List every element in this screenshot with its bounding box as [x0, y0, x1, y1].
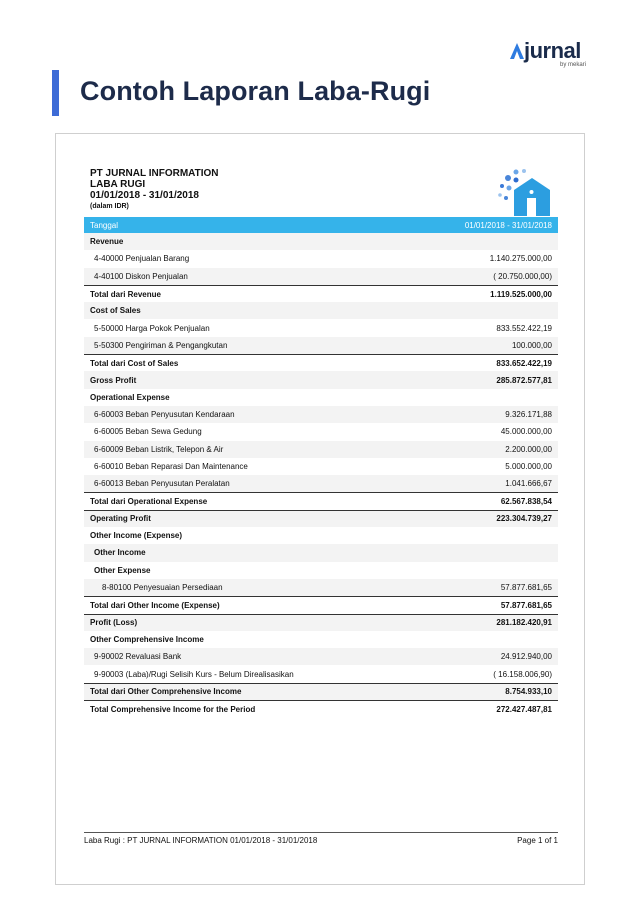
- report-page: [55, 133, 585, 885]
- row-label: 8-80100 Penyesuaian Persediaan: [102, 583, 223, 593]
- table-row: [84, 700, 558, 717]
- table-row: [84, 354, 558, 371]
- row-label: Total dari Other Income (Expense): [90, 600, 220, 610]
- table-row: [84, 337, 558, 354]
- row-label: Total dari Cost of Sales: [90, 358, 179, 368]
- row-value: 8.754.933,10: [505, 687, 552, 697]
- row-value: 281.182.420,91: [496, 618, 552, 628]
- row-value: 285.872.577,81: [496, 375, 552, 385]
- table-row: [84, 475, 558, 492]
- row-label: Operational Expense: [90, 392, 170, 402]
- table-row: [84, 665, 558, 682]
- row-value: 1.140.275.000,00: [489, 254, 552, 264]
- row-label: 4-40000 Penjualan Barang: [94, 254, 190, 264]
- row-value: 223.304.739,27: [496, 514, 552, 524]
- table-row: [84, 406, 558, 423]
- row-label: 6-60013 Beban Penyusutan Peralatan: [94, 479, 230, 489]
- table-row: [84, 285, 558, 302]
- table-row: [84, 389, 558, 406]
- table-row: [84, 648, 558, 665]
- row-value: 5.000.000,00: [505, 462, 552, 471]
- table-row: [84, 458, 558, 475]
- row-label: Revenue: [90, 237, 124, 247]
- row-label: 9-90003 (Laba)/Rugi Selisih Kurs - Belum Direalisasikan: [94, 669, 294, 679]
- row-value: 833.652.422,19: [496, 358, 552, 368]
- company-logo-icon: [494, 168, 552, 218]
- logo-wordmark: jurnal: [524, 38, 581, 63]
- row-value: 62.567.838,54: [500, 497, 552, 507]
- row-value: 1.041.666,67: [505, 479, 552, 489]
- row-value: 1.119.525.000,00: [490, 289, 552, 299]
- row-label: Operating Profit: [90, 514, 151, 524]
- table-row: [84, 319, 558, 336]
- row-label: Total dari Revenue: [90, 289, 161, 299]
- table-row: [84, 579, 558, 596]
- table-row: [84, 302, 558, 319]
- row-label: 9-90002 Revaluasi Bank: [94, 652, 182, 662]
- table-body: [84, 233, 558, 717]
- table-row: [84, 371, 558, 388]
- row-label: Total dari Other Comprehensive Income: [90, 687, 242, 697]
- row-label: Gross Profit: [90, 375, 137, 385]
- table-row: [84, 233, 558, 250]
- table-header: [84, 217, 558, 233]
- row-label: 5-50000 Harga Pokok Penjualan: [94, 323, 210, 333]
- row-value: 100.000,00: [511, 340, 552, 350]
- row-value: 272.427.487,81: [496, 704, 552, 714]
- row-value: 57.877.681,65: [500, 600, 552, 610]
- row-value: 45.000.000,00: [500, 427, 552, 437]
- table-row: [84, 250, 558, 267]
- row-label: Other Income: [94, 548, 146, 558]
- page-title: Contoh Laporan Laba-Rugi: [80, 76, 431, 106]
- row-value: 24.912.940,00: [500, 652, 552, 662]
- row-value: 2.200.000,00: [505, 444, 552, 454]
- company-name: PT JURNAL INFORMATION: [90, 168, 219, 179]
- table-row: [84, 510, 558, 527]
- profit-loss-table: [84, 217, 558, 717]
- row-label: 6-60003 Beban Penyusutan Kendaraan: [94, 410, 235, 420]
- row-value: 9.326.171,88: [505, 410, 552, 420]
- row-value: ( 16.158.006,90): [493, 669, 552, 679]
- row-value: 833.552.422,19: [496, 323, 552, 333]
- table-row: [84, 441, 558, 458]
- table-row: [84, 596, 558, 613]
- row-label: 5-50300 Pengiriman & Pengangkutan: [94, 340, 228, 350]
- table-row: [84, 268, 558, 285]
- jurnal-logo: [510, 40, 590, 74]
- row-label: Other Expense: [94, 565, 151, 575]
- row-label: 4-40100 Diskon Penjualan: [94, 271, 188, 281]
- row-label: 6-60010 Beban Reparasi Dan Maintenance: [94, 462, 248, 471]
- table-row: [84, 614, 558, 631]
- table-row: [84, 423, 558, 440]
- report-period: 01/01/2018 - 31/01/2018: [90, 190, 199, 201]
- table-row: [84, 544, 558, 561]
- table-row: [84, 492, 558, 509]
- footer-page-number: Page 1 of 1: [517, 836, 558, 845]
- row-value: ( 20.750.000,00): [493, 271, 552, 281]
- table-row: [84, 527, 558, 544]
- footer-report-label: Laba Rugi : PT JURNAL INFORMATION 01/01/2018 - 31/01/2018: [84, 836, 318, 845]
- row-label: 6-60005 Beban Sewa Gedung: [94, 427, 202, 437]
- row-label: Total dari Operational Expense: [90, 497, 208, 507]
- currency-note: (dalam IDR): [90, 203, 129, 210]
- table-row: [84, 683, 558, 700]
- table-row: [84, 631, 558, 648]
- row-label: Other Income (Expense): [90, 531, 183, 541]
- row-value: 57.877.681,65: [500, 583, 552, 593]
- header-date-label: Tanggal: [90, 220, 119, 230]
- row-label: Cost of Sales: [90, 306, 141, 316]
- report-header: [90, 168, 219, 212]
- row-label: Total Comprehensive Income for the Period: [90, 704, 256, 714]
- row-label: Other Comprehensive Income: [90, 634, 204, 644]
- row-label: Profit (Loss): [90, 618, 138, 628]
- jurnal-mark-icon: [510, 43, 524, 59]
- report-footer: [84, 832, 558, 845]
- table-row: [84, 562, 558, 579]
- report-name: LABA RUGI: [90, 179, 146, 190]
- row-label: 6-60009 Beban Listrik, Telepon & Air: [94, 444, 224, 454]
- logo-byline: by mekari: [560, 62, 587, 68]
- title-accent-bar: [52, 70, 59, 116]
- header-period: 01/01/2018 - 31/01/2018: [464, 220, 552, 230]
